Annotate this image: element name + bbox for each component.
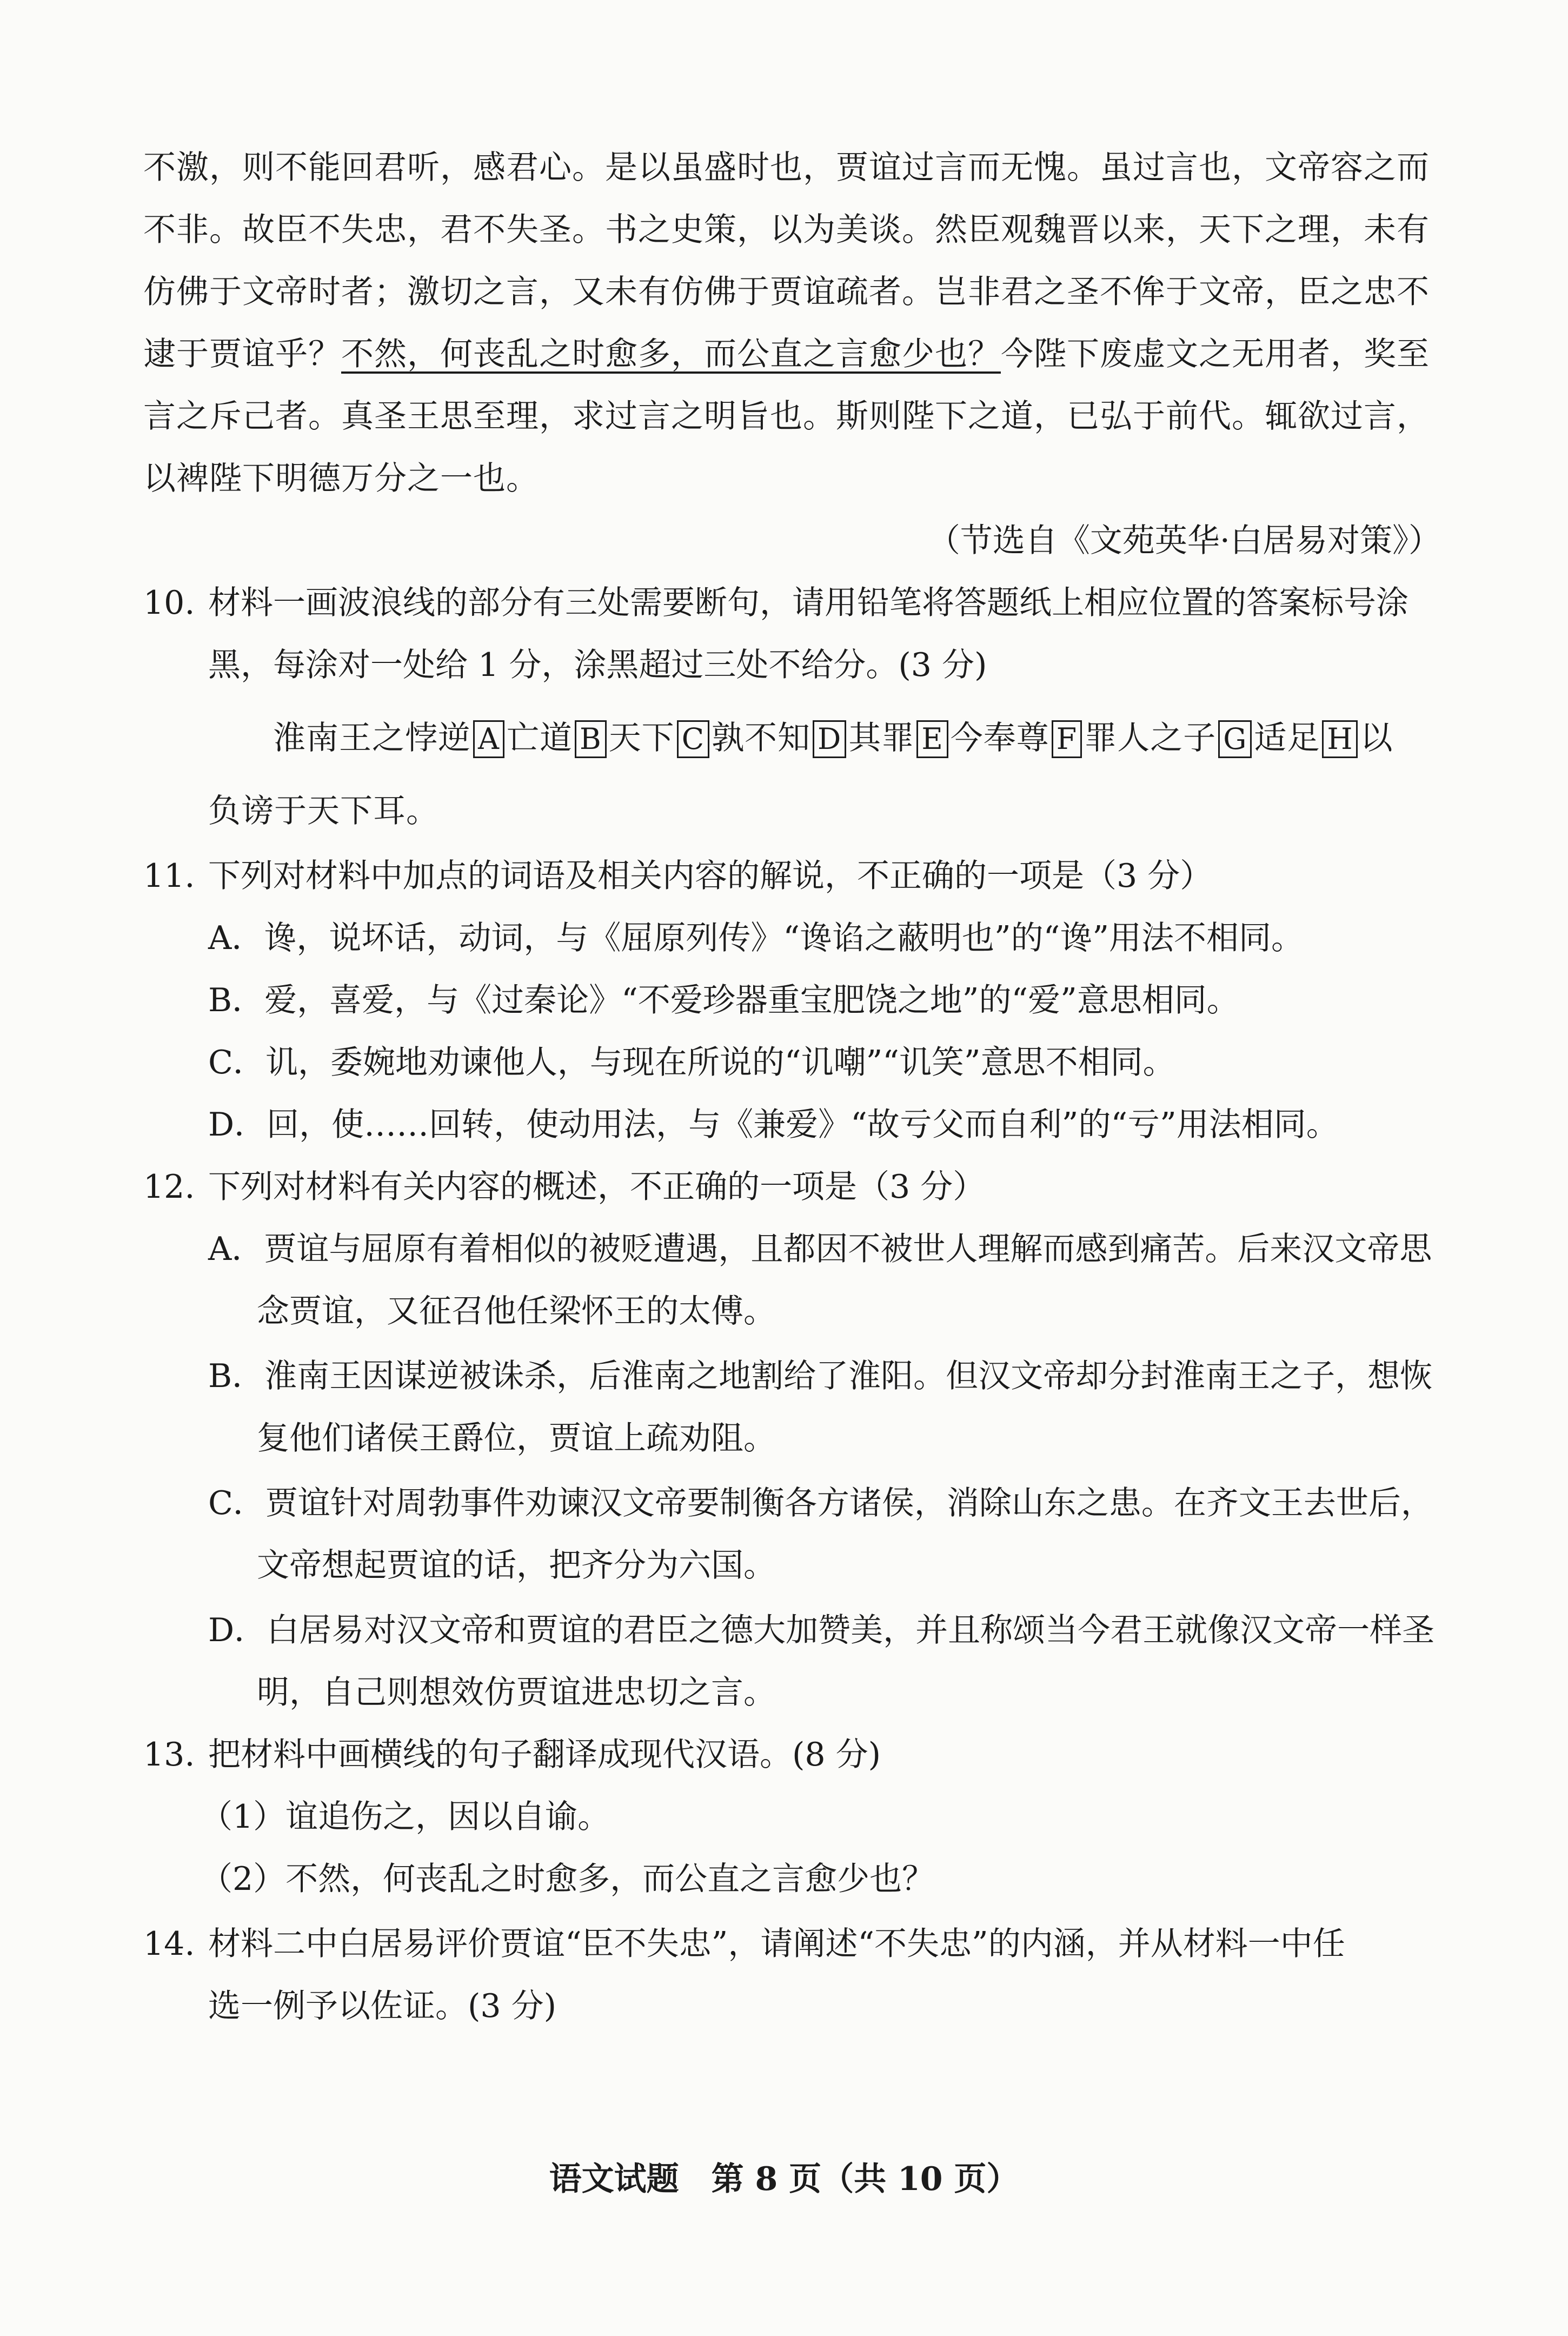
page-footer: 语文试题 第 8 页（共 10 页） — [549, 2160, 1019, 2198]
option-11-b: B．爱，喜爱，与《过秦论》“不爱珍器重宝肥饶之地”的“爱”意思相同。 — [208, 981, 1239, 1019]
question-12 — [143, 1165, 1441, 1209]
question-number: 12. — [143, 1168, 195, 1206]
question-stem: 把材料中画横线的句子翻译成现代汉语。(8 分) — [208, 1736, 881, 1774]
seg-text: 罪人之子 — [1084, 719, 1217, 757]
question-number: 10. — [143, 584, 195, 622]
passage-source: （节选自《文苑英华·白居易对策》） — [927, 522, 1441, 560]
question-number: 13. — [143, 1736, 195, 1774]
option-12-d-cont: 明，自己则想效仿贾谊进忠切之言。 — [257, 1674, 776, 1711]
question-14 — [143, 1922, 1441, 1966]
passage-text: 今陛下废虚文之无用者，奖至 — [1001, 335, 1430, 373]
seg-text: 适足 — [1254, 719, 1320, 757]
passage-line-6: 以裨陛下明德万分之一也。 — [143, 460, 539, 497]
answer-box-h: H — [1322, 720, 1358, 758]
passage-text: 逮于贾谊乎？ — [143, 335, 341, 373]
option-12-b-cont: 复他们诸侯王爵位，贾谊上疏劝阻。 — [257, 1419, 776, 1457]
answer-box-b: B — [575, 720, 607, 758]
seg-text: 今奉尊 — [950, 719, 1049, 757]
answer-box-d: D — [813, 720, 846, 758]
option-12-d: D．白居易对汉文帝和贾谊的君臣之德大加赞美，并且称颂当今君王就像汉文帝一样圣 — [208, 1611, 1435, 1649]
question-10-cont: 黑，每涂对一处给 1 分，涂黑超过三处不给分。(3 分) — [208, 646, 987, 684]
segmentation-line — [273, 716, 1568, 760]
option-11-a: A．谗，说坏话，动词，与《屈原列传》“谗谄之蔽明也”的“谗”用法不相同。 — [208, 919, 1304, 957]
answer-box-e: E — [916, 720, 948, 758]
passage-line-2: 不非。故臣不失忠，君不失圣。书之史策，以为美谈。然臣观魏晋以来，天下之理，未有 — [143, 211, 1430, 249]
seg-text: 天下 — [608, 719, 675, 757]
question-stem: 材料二中白居易评价贾谊“臣不失忠”，请阐述“不失忠”的内涵，并从材料一中任 — [208, 1925, 1345, 1963]
answer-box-a: A — [473, 720, 504, 758]
seg-text: 其罪 — [848, 719, 915, 757]
question-stem: 下列对材料有关内容的概述，不正确的一项是（3 分） — [208, 1168, 986, 1206]
question-stem: 材料一画波浪线的部分有三处需要断句，请用铅笔将答题纸上相应位置的答案标号涂 — [208, 584, 1408, 622]
option-12-b: B．淮南王因谋逆被诛杀，后淮南之地割给了淮阳。但汉文帝却分封淮南王之子，想恢 — [208, 1357, 1433, 1395]
segmentation-tail: 负谤于天下耳。 — [208, 792, 439, 830]
option-11-c: C．讥，委婉地劝谏他人，与现在所说的“讥嘲”“讥笑”意思不相同。 — [208, 1044, 1175, 1081]
seg-text: 淮南王之悖逆 — [273, 719, 471, 757]
passage-line-5: 言之斥己者。真圣王思至理，求过言之明旨也。斯则陛下之道，已弘于前代。辄欲过言， — [143, 397, 1430, 435]
option-12-c: C．贾谊针对周勃事件劝谏汉文帝要制衡各方诸侯，消除山东之患。在齐文王去世后， — [208, 1484, 1433, 1522]
passage-line-4 — [143, 333, 1441, 376]
translation-item-2: （2）不然，何丧乱之时愈多，而公直之言愈少也？ — [200, 1860, 935, 1898]
question-number: 14. — [143, 1925, 195, 1963]
answer-box-g: G — [1218, 720, 1252, 758]
answer-box-c: C — [677, 720, 709, 758]
seg-text: 亡道 — [507, 719, 573, 757]
answer-box-f: F — [1052, 720, 1082, 758]
passage-line-1: 不激，则不能回君听，感君心。是以虽盛时也，贾谊过言而无愧。虽过言也，文帝容之而 — [143, 149, 1430, 187]
question-11 — [143, 854, 1441, 898]
seg-text: 孰不知 — [712, 719, 811, 757]
option-12-c-cont: 文帝想起贾谊的话，把齐分为六国。 — [257, 1547, 776, 1584]
translation-item-1: （1）谊追伤之，因以自谕。 — [200, 1798, 610, 1836]
option-11-d: D．回，使……回转，使动用法，与《兼爱》“故亏父而自利”的“亏”用法相同。 — [208, 1106, 1339, 1144]
question-10 — [143, 581, 1441, 625]
underlined-sentence: 不然，何丧乱之时愈多，而公直之言愈少也？ — [341, 335, 1001, 373]
question-14-cont: 选一例予以佐证。(3 分) — [208, 1987, 557, 2025]
option-12-a-cont: 念贾谊，又征召他任梁怀王的太傅。 — [257, 1292, 776, 1330]
question-13 — [143, 1733, 1441, 1776]
seg-text: 以 — [1360, 719, 1393, 757]
question-number: 11. — [143, 857, 195, 895]
passage-line-3: 仿佛于文帝时者；激切之言，又未有仿佛于贾谊疏者。岂非君之圣不侔于文帝，臣之忠不 — [143, 273, 1430, 311]
option-12-a: A．贾谊与屈原有着相似的被贬遭遇，且都因不被世人理解而感到痛苦。后来汉文帝思 — [208, 1230, 1432, 1268]
question-stem: 下列对材料中加点的词语及相关内容的解说，不正确的一项是（3 分） — [208, 857, 1213, 895]
